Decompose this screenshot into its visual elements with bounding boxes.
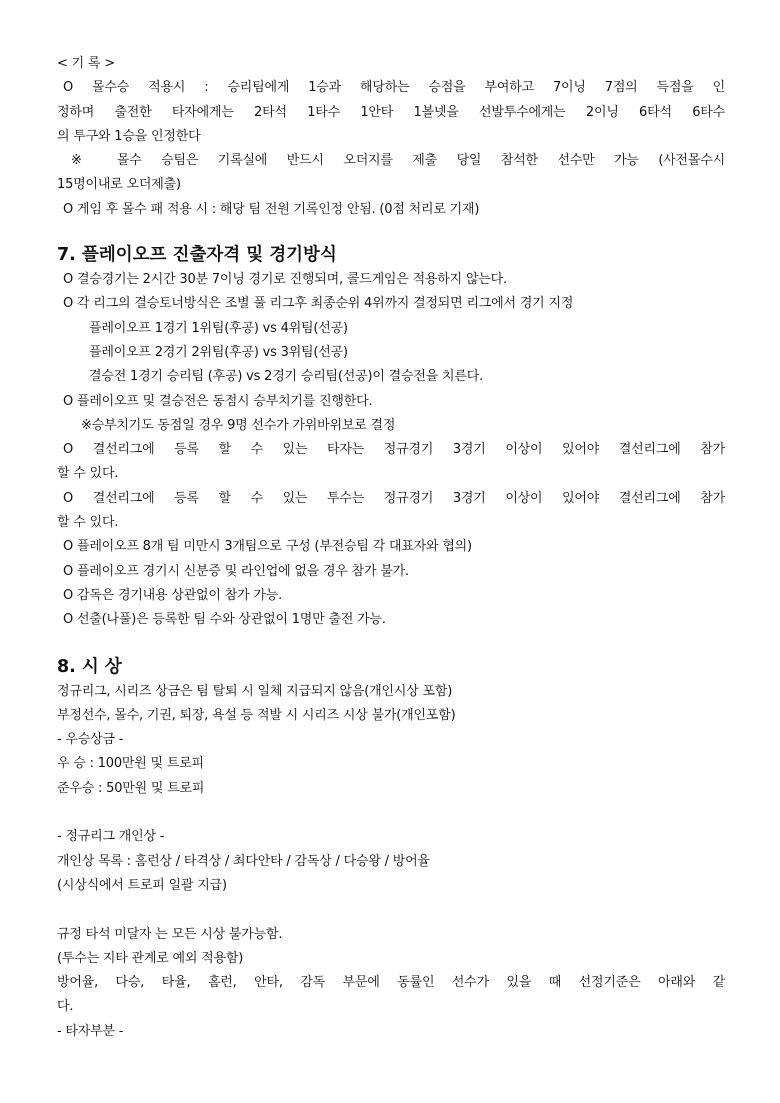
rule-line-1: 규정 타석 미달자 는 모든 시상 불가능함.: [57, 926, 283, 942]
s7-bullet-4-line-1: O 결선리그에 등록 할 수 있는 타자는 정규경기 3경기 이상이 있어야 결선리그에 참가: [63, 442, 725, 458]
s7-bullet-5-line-1: O 결선리그에 등록 할 수 있는 투수는 정규경기 3경기 이상이 있어야 결선리그에 참가: [63, 490, 725, 506]
s7-bullet-2: O 각 리그의 결승토너방식은 조별 풀 리그후 최종순위 4위까지 결정되면 리그에서 경기 지정: [63, 296, 574, 312]
s7-bullet-9: O 선출(나풀)은 등록한 팀 수와 상관없이 1명만 출전 가능.: [63, 612, 386, 628]
forfeit-note-line-1: ※ 몰수 승팀은 기록실에 반드시 오더지를 제출 당일 참석한 선수만 가능 (사전몰수시: [71, 153, 725, 169]
section8-heading: 8. 시 상: [57, 656, 122, 677]
batter-section-title: - 타자부분 -: [57, 1023, 124, 1039]
prize-winner: 우 승 : 100만원 및 트로피: [57, 756, 204, 772]
rule-line-2: (투수는 지타 관계로 예외 적용함): [57, 950, 244, 966]
rule-line-3: 방어율, 다승, 타율, 홈런, 안타, 감독 부문에 동률인 선수가 있을 때 선정기준은 아래와 같: [57, 975, 725, 991]
s7-bullet-4-line-2: 할 수 있다.: [57, 466, 119, 482]
s8-paragraph-2: 부정선수, 몰수, 기권, 퇴장, 욕설 등 적발 시 시리즈 시상 불가(개인포함): [57, 707, 456, 723]
forfeit-note-line-2: 15명이내로 오더제출): [57, 177, 181, 193]
s8-paragraph-1: 정규리그, 시리즈 상금은 팀 탈퇴 시 일체 지급되지 않음(개인시상 포함): [57, 683, 453, 699]
s7-bullet-8: O 감독은 경기내용 상관없이 참가 가능.: [63, 587, 282, 603]
forfeit-loss: O 게임 후 몰수 패 적용 시 : 해당 팀 전원 기록인정 안됨. (0점 처리로 기재): [63, 201, 480, 217]
s7-bullet-2-sub-1: 플레이오프 1경기 1위팀(후공) vs 4위팀(선공): [89, 320, 348, 336]
s7-bullet-7: O 플레이오프 경기시 신분증 및 라인업에 없을 경우 참가 불가.: [63, 563, 409, 579]
s7-bullet-3-note: ※승부치기도 동점일 경우 9명 선수가 가위바위보로 결정: [81, 417, 396, 433]
s7-bullet-2-sub-3: 결승전 1경기 승리팀 (후공) vs 2경기 승리팀(선공)이 결승전을 치른다.: [89, 369, 484, 385]
s7-bullet-3: O 플레이오프 및 결승전은 동점시 승부치기를 진행한다.: [63, 393, 373, 409]
s7-bullet-1: O 결승경기는 2시간 30분 7이닝 경기로 진행되며, 콜드게임은 적용하지 않는다.: [63, 272, 507, 288]
forfeit-apply-line-1: O 몰수승 적용시 : 승리팀에게 1승과 해당하는 승점을 부여하고 7이닝 7점의 득점을 인: [63, 80, 725, 96]
document-page: [57, 52, 725, 1044]
individual-award-title: - 정규리그 개인상 -: [57, 829, 165, 845]
s7-bullet-6: O 플레이오프 8개 팀 미만시 3개팀으로 구성 (부전승팀 각 대표자와 협의): [63, 539, 472, 555]
forfeit-apply-line-2: 정하며 출전한 타자에게는 2타석 1타수 1안타 1볼넷을 선발투수에게는 2이닝 6타석 6타수: [57, 104, 725, 120]
individual-award-list: 개인상 목록 : 홈런상 / 타격상 / 최다안타 / 감독상 / 다승왕 / 방어율: [57, 853, 430, 869]
forfeit-apply-line-3: 의 투구와 1승을 인정한다: [57, 128, 201, 144]
individual-award-note: (시상식에서 트로피 일괄 지급): [57, 877, 227, 893]
record-title: < 기 록 >: [57, 56, 115, 71]
prize-runner-up: 준우승 : 50만원 및 트로피: [57, 780, 205, 796]
section7-heading: 7. 플레이오프 진출자격 및 경기방식: [57, 245, 337, 266]
rule-line-4: 다.: [57, 999, 74, 1015]
s7-bullet-2-sub-2: 플레이오프 2경기 2위팀(후공) vs 3위팀(선공): [89, 344, 348, 360]
prize-title: - 우승상금 -: [57, 732, 124, 748]
s7-bullet-5-line-2: 할 수 있다.: [57, 515, 119, 531]
